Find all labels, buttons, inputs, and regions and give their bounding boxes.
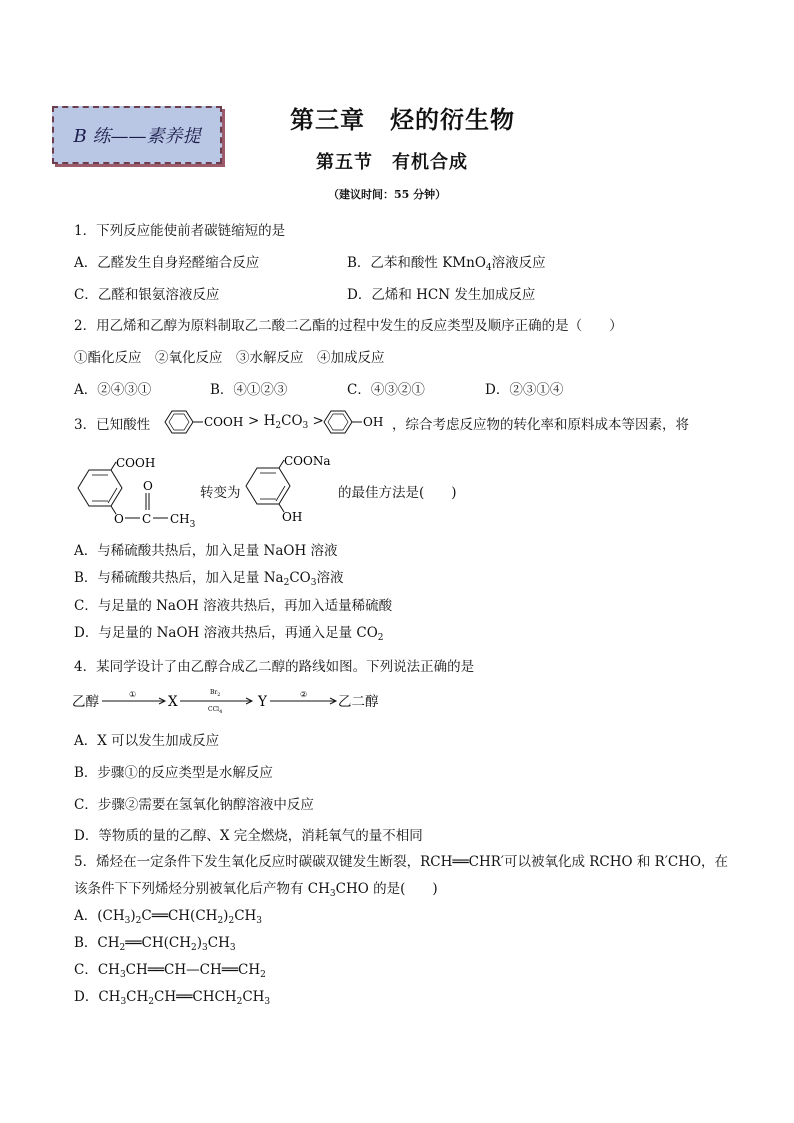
q1-stem: 1．下列反应能使前者碳链缩短的是 <box>74 223 286 239</box>
q1-option-d: D．乙烯和 HCN 发生加成反应 <box>347 287 536 303</box>
q2-option-c: C．④③②① <box>347 382 425 398</box>
q1-option-b: B．乙苯和酸性 KMnO$_4$溶液反应 <box>347 255 546 273</box>
q4-stem: 4．某同学设计了由乙醇合成乙二醇的路线如图。下列说法正确的是 <box>74 659 475 675</box>
q2-reaction-types: ①酯化反应 ②氧化反应 ③水解反应 ④加成反应 <box>74 350 385 366</box>
q2-option-b: B．④①②③ <box>210 382 288 398</box>
svg-text:①: ① <box>129 690 137 699</box>
svg-text:COOH: COOH <box>116 456 156 470</box>
route-x: X <box>168 694 178 710</box>
q1-option-a: A．乙醛发生自身羟醛缩合反应 <box>74 255 260 271</box>
q4-synthesis-route <box>72 684 402 718</box>
oh-label: OH <box>363 415 384 429</box>
route-start: 乙醇 <box>72 694 99 710</box>
q2-option-d: D．②③①④ <box>485 382 564 398</box>
svg-text:COONa: COONa <box>284 454 331 468</box>
phenol-structure <box>318 406 390 438</box>
route-end: 乙二醇 <box>338 694 379 710</box>
badge-text: B 练——素养提 <box>73 126 201 147</box>
time-hint: （建议时间：55 分钟） <box>328 188 447 201</box>
svg-text:CCl4: CCl$_4$ <box>208 706 223 715</box>
q2-stem: 2．用乙烯和乙醇为原料制取乙二酸二乙酯的过程中发生的反应类型及顺序正确的是（ ） <box>74 318 623 334</box>
sodium-salicylate-structure <box>240 450 340 526</box>
q5-option-d: D．$CH_3CH_2CH══CHCH_2CH_3$ <box>74 989 271 1007</box>
svg-text:CH3: $CH_3$ <box>170 512 196 530</box>
q3-convert-label: 转变为 <box>200 485 241 501</box>
q5-option-a: A．$(CH_3)_2C══CH(CH_2)_2CH_3$ <box>74 908 263 926</box>
q5-stem-line2: 该条件下下列烯烃分别被氧化后产物有 $CH_3CHO$ 的是( ) <box>74 881 438 899</box>
q5-option-b: B．$CH_2══CH(CH_2)_3CH_3$ <box>74 935 236 953</box>
q3-stem-suffix: ，综合考虑反应物的转化率和原料成本等因素，将 <box>392 417 689 433</box>
svg-text:O: O <box>143 479 153 493</box>
q1-option-c: C．乙醛和银氨溶液反应 <box>74 287 220 303</box>
q3-option-d: D．与足量的 NaOH 溶液共热后，再通入足量 $CO_2$ <box>74 625 384 643</box>
q4-option-c: C．步骤②需要在氢氧化钠醇溶液中反应 <box>74 797 314 813</box>
q3-option-b: B．与稀硫酸共热后，加入足量 $Na_2CO_3$溶液 <box>74 570 344 588</box>
q3-carbonic-acid: > $H_2CO_3$ > <box>248 413 324 431</box>
q3-option-c: C．与足量的 NaOH 溶液共热后，再加入适量稀硫酸 <box>74 598 393 614</box>
svg-text:Br2: $Br_2$ <box>210 689 221 698</box>
q4-option-d: D．等物质的量的乙醇、X 完全燃烧，消耗氧气的量不相同 <box>74 828 423 844</box>
aspirin-structure <box>72 450 202 530</box>
q3-option-a: A．与稀硫酸共热后，加入足量 NaOH 溶液 <box>74 543 338 559</box>
svg-text:OH: OH <box>282 510 303 524</box>
q2-option-a: A．②④③① <box>74 382 152 398</box>
q5-stem-line1: 5．烯烃在一定条件下发生氧化反应时碳碳双键发生断裂，RCH══CHR′可以被氧化成 RCHO 和 R′CHO，在 <box>74 854 729 870</box>
cooh-label: COOH <box>204 415 244 429</box>
svg-text:O: O <box>114 512 124 526</box>
section-badge <box>52 106 222 164</box>
chapter-title: 第三章 烃的衍生物 <box>290 106 515 134</box>
q4-option-b: B．步骤①的反应类型是水解反应 <box>74 765 273 781</box>
route-y: Y <box>258 694 267 710</box>
benzoic-acid-structure <box>155 406 245 438</box>
svg-text:C: C <box>142 512 152 526</box>
q5-option-c: C．$CH_3CH══CH—CH══CH_2$ <box>74 962 266 980</box>
q3-stem-prefix: 3．已知酸性 <box>74 417 151 433</box>
q4-option-a: A．X 可以发生加成反应 <box>74 733 220 749</box>
section-title: 第五节 有机合成 <box>316 152 468 173</box>
q3-best-method: 的最佳方法是( ) <box>338 485 457 501</box>
svg-text:②: ② <box>300 690 308 699</box>
